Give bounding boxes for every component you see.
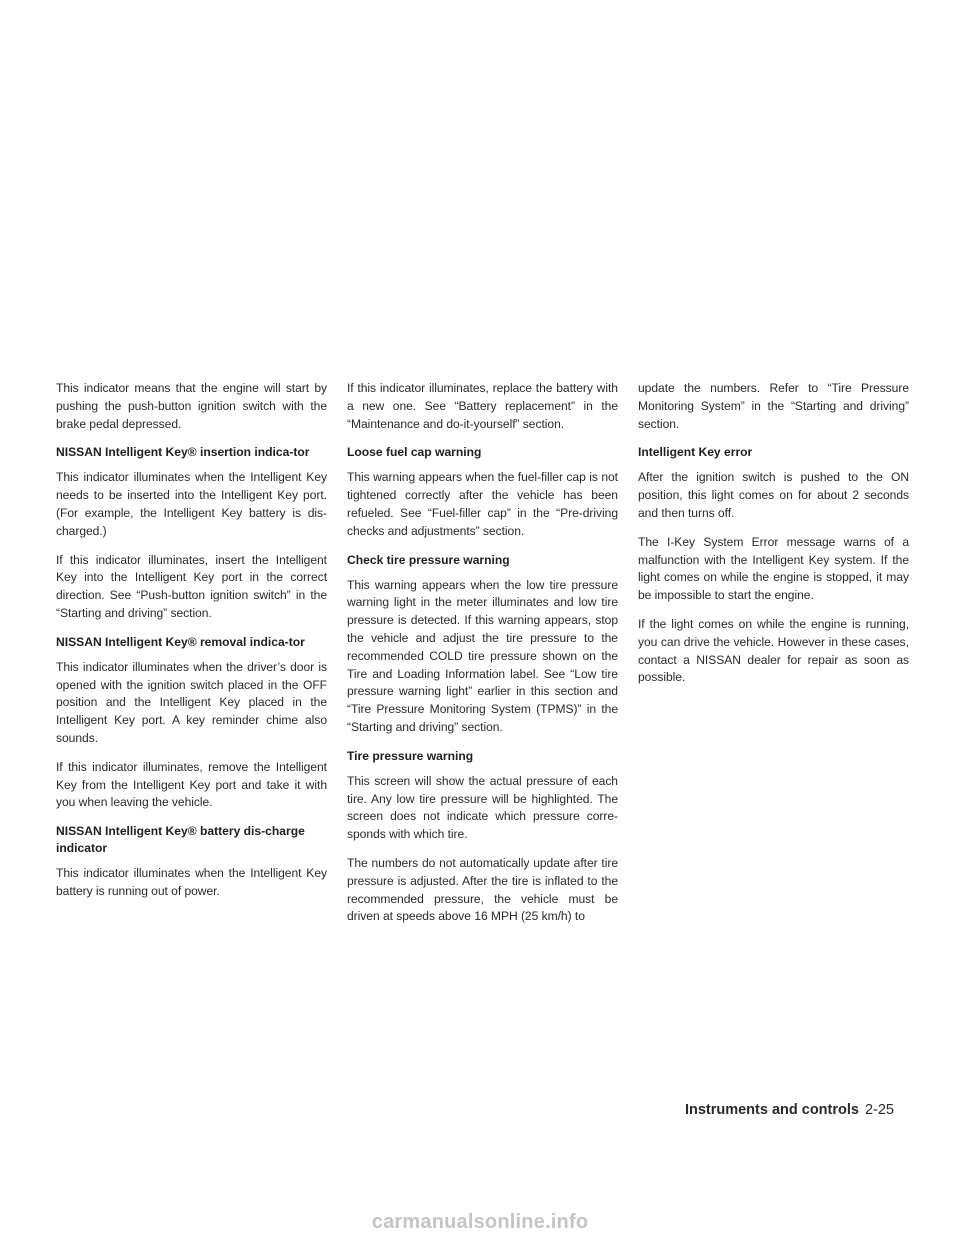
section-heading: Check tire pressure warning: [347, 552, 510, 567]
body-paragraph: The numbers do not automatically update after tire pressure is adjusted. After the tire is inflated to the recommended pressure, the vehicle must be driven at speeds above 16 MPH (25 km/h) to: [347, 855, 618, 924]
body-paragraph: If this indicator illuminates, remove the Intelligent Key from the Intelligent Key port and take it with you when leaving the vehicle.: [56, 759, 327, 810]
column-2: [347, 380, 618, 937]
body-paragraph: This indicator means that the engine will start by pushing the push-button ignition switch with the brake pedal depressed.: [56, 381, 327, 431]
body-paragraph: This indicator illuminates when the Intelligent Key needs to be inserted into the Intelligent Key port. (For example, the Intelligent Key battery is dis-charged.): [56, 470, 327, 538]
footer-section-title: Instruments and controls: [684, 1102, 859, 1118]
column-1: [56, 380, 327, 937]
body-paragraph: The I-Key System Error message warns of a malfunction with the Intelligent Key system. If the light comes on while the engine is stopped, it may be impossible to start the engine.: [638, 534, 909, 603]
body-paragraph: If this indicator illuminates, replace the battery with a new one. See “Battery replacement” in the “Maintenance and do-it-yourself” section.: [347, 381, 618, 431]
body-paragraph: This warning appears when the fuel-filler cap is not tightened correctly after the vehicle has been refueled. See “Fuel-filler cap” in the “Pre-driving checks and adjustments” section.: [347, 470, 618, 538]
body-paragraph: update the numbers. Refer to “Tire Pressure Monitoring System” in the “Starting and driving” section.: [638, 381, 909, 431]
page-number: 2-25: [864, 1102, 894, 1118]
section-heading: NISSAN Intelligent Key® battery dis-charge indicator: [56, 824, 305, 856]
section-heading: Loose fuel cap warning: [347, 445, 482, 460]
body-paragraph: This indicator illuminates when the driver’s door is opened with the ignition switch placed in the OFF position and the Intelligent Key placed in the Intelligent Key port. A key reminder chime also sounds.: [56, 659, 327, 745]
watermark: carmanualsonline.info: [371, 1211, 589, 1233]
body-paragraph: This warning appears when the low tire pressure warning light in the meter illuminates and low tire pressure is detected. If this warning appears, stop the vehicle and adjust the tire pressure to the recommended COLD tire pressure shown on the Tire and Loading Information label. See “Low tire pressure warning light” earlier in this section and “Tire Pressure Monitoring System (TPMS)” in the “Starting and driving” section.: [347, 577, 618, 734]
body-paragraph: This indicator illuminates when the Intelligent Key battery is running out of power.: [56, 866, 327, 898]
section-heading: NISSAN Intelligent Key® removal indica-tor: [56, 634, 305, 649]
section-heading: NISSAN Intelligent Key® insertion indica-tor: [56, 445, 310, 460]
page-footer: [685, 1102, 894, 1118]
section-heading: Tire pressure warning: [347, 748, 474, 763]
column-3: [638, 380, 909, 937]
body-paragraph: If the light comes on while the engine is running, you can drive the vehicle. However in these cases, contact a NISSAN dealer for repair as soon as possible.: [638, 616, 909, 685]
body-paragraph: This screen will show the actual pressure of each tire. Any low tire pressure will be highlighted. The screen does not indicate which pressure corre-sponds with which tire.: [347, 773, 618, 842]
body-paragraph: After the ignition switch is pushed to the ON position, this light comes on for about 2 seconds and then turns off.: [638, 470, 909, 520]
section-heading: Intelligent Key error: [638, 445, 753, 460]
body-paragraph: If this indicator illuminates, insert the Intelligent Key into the Intelligent Key port in the correct direction. See “Push-button ignition switch” in the “Starting and driving” section.: [56, 552, 327, 620]
text-columns: [56, 380, 908, 937]
